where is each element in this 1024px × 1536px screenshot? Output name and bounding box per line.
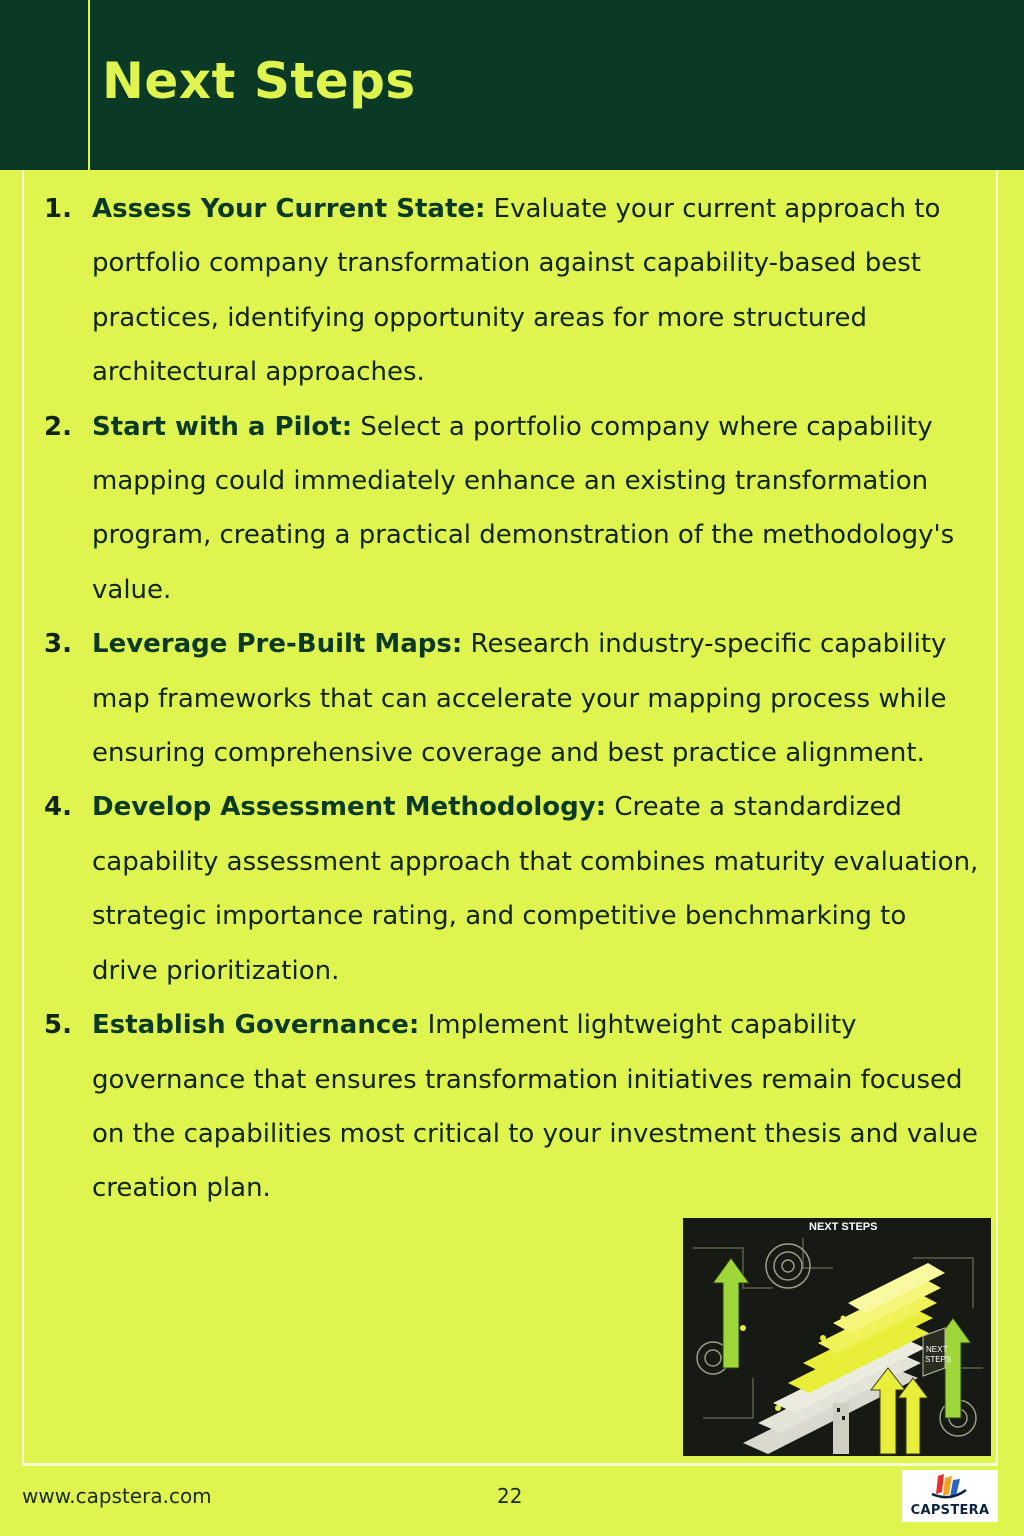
list-item: [44, 998, 979, 1216]
list-item: [44, 617, 979, 780]
illustration-sign-line1: NEXT: [926, 1345, 948, 1354]
illustration-banner: NEXT STEPS: [809, 1221, 878, 1233]
list-item: [44, 182, 979, 400]
capstera-logo-icon: [902, 1470, 998, 1502]
step-number: 5.: [44, 1010, 72, 1041]
step-heading: Assess Your Current State:: [92, 194, 486, 224]
step-text: Create a standardized capability assessment approach that combines maturity evaluation, strategic importance rating, and competitive benchmarking to drive prioritization.: [92, 792, 979, 986]
next-steps-illustration: [683, 1218, 991, 1456]
footer-website-link[interactable]: www.capstera.com: [22, 1484, 212, 1508]
steps-list: [44, 182, 979, 1216]
illustration-sign-line2: STEPS: [925, 1355, 952, 1364]
list-item: [44, 780, 979, 998]
step-text: Select a portfolio company where capability mapping could immediately enhance an existing transformation program, creating a practical demonstration of the methodology's value.: [92, 411, 955, 605]
logo-wordmark: CAPSTERA: [910, 1503, 990, 1518]
step-text: Research industry-specific capability map frameworks that can accelerate your mapping process while ensuring comprehensive coverage and best practice alignment.: [92, 629, 947, 769]
step-text: Evaluate your current approach to portfolio company transformation against capability-based best practices, identifying opportunity areas for more structured architectural approaches.: [92, 194, 941, 388]
step-heading: Establish Governance:: [92, 1010, 420, 1041]
header-bar: [0, 0, 1024, 170]
header-divider: [88, 0, 90, 170]
page-number: 22: [497, 1484, 523, 1508]
capstera-logo: [902, 1470, 998, 1522]
step-text: Implement lightweight capability governance that ensures transformation initiatives remain focused on the capabilities most critical to your investment thesis and value creation plan.: [92, 1010, 978, 1204]
step-number: 1.: [44, 194, 72, 224]
step-number: 4.: [44, 792, 72, 823]
list-item: [44, 400, 979, 618]
step-number: 2.: [44, 411, 72, 442]
staircase-illustration-icon: [683, 1218, 991, 1456]
step-heading: Leverage Pre-Built Maps:: [92, 629, 463, 660]
step-heading: Develop Assessment Methodology:: [92, 792, 607, 823]
step-number: 3.: [44, 629, 72, 660]
step-heading: Start with a Pilot:: [92, 411, 353, 442]
page-title: Next Steps: [102, 52, 416, 110]
